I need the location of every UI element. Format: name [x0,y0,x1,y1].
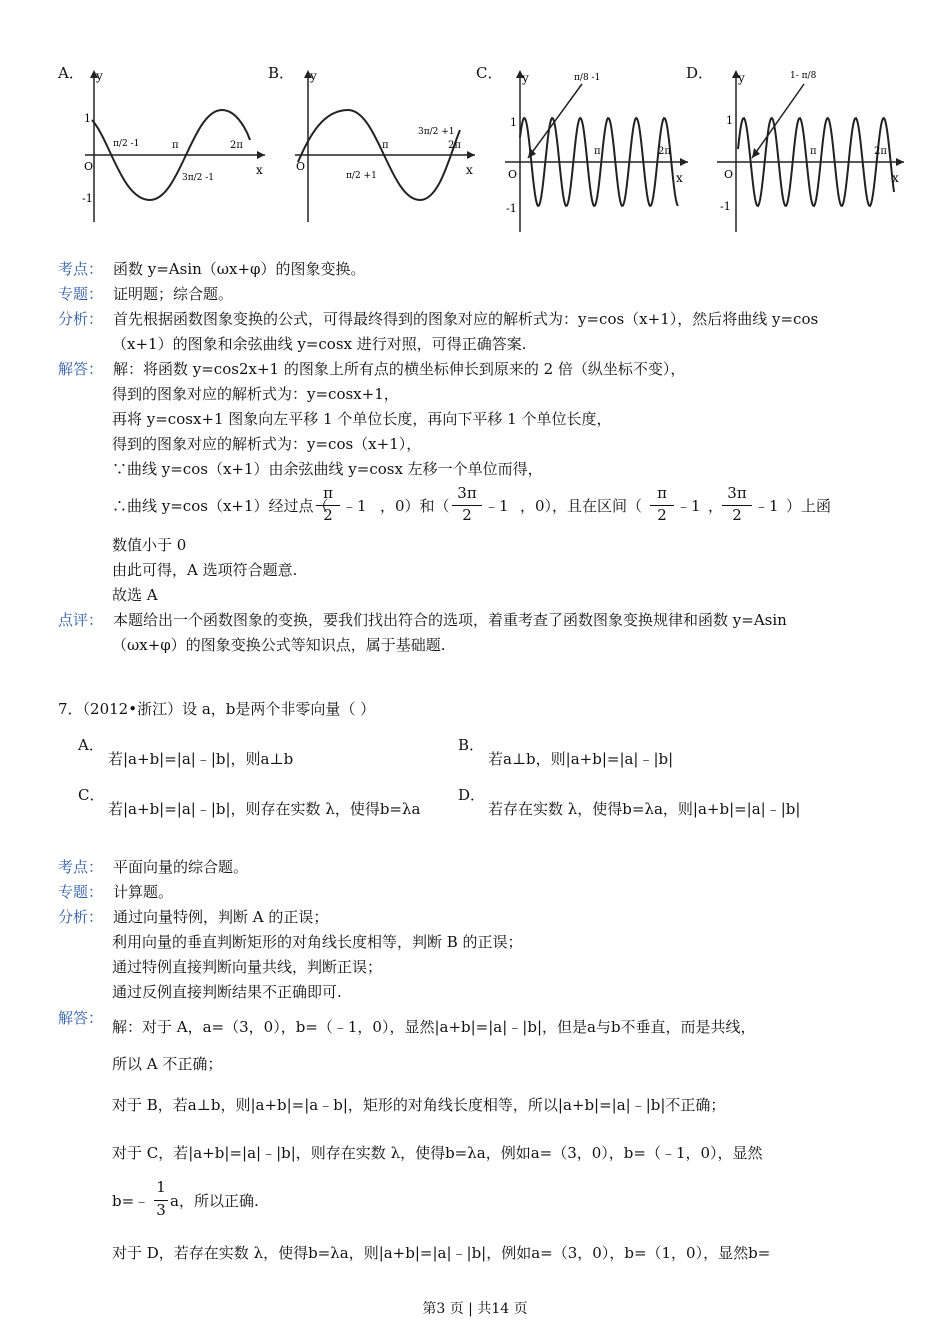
graph-label-d: D． [686,64,714,82]
q6-zhuanti-row [58,283,233,305]
frac-den-4: 2 [722,505,752,524]
q6-jieda-5: ∵曲线 y=cos（x+1）由余弦曲线 y=cosx 左移一个单位而得， [112,460,543,478]
q6-jieda-6e: ）上函 [786,497,832,515]
q6-jieda-3: 再将 y=cosx+1 图象向左平移 1 个单位长度，再向下平移 1 个单位长度， [112,410,612,428]
q7-choice-b: 若a⊥b，则|a+b|=|a|﹣|b| [488,750,674,768]
q7-kaodian-row [58,856,248,878]
frac-den-3: 2 [650,505,674,524]
q6-jieda-1: 解：将函数 y=cos2x+1 的图象上所有点的横坐标伸长到原来的 2 倍（纵坐标不变）， [113,360,686,378]
graph-label-b: B． [268,64,295,82]
graph-d-neg-one: -1 [720,200,731,213]
q7-choice-c: 若|a+b|=|a|﹣|b|，则存在实数 λ，使得b=λa [108,800,421,818]
q7-fenxi-4: 通过反例直接判断结果不正确即可. [112,983,342,1001]
graph-a-pi: π [172,140,179,151]
q6-dianping-row [58,609,787,631]
graph-b-origin: O [296,160,306,173]
q7-jieda-row [58,1007,113,1029]
graph-b-x-label: x [466,163,473,177]
graph-d-two-pi: 2π [874,146,887,157]
kaodian-label: 考点： [58,260,104,278]
q7-jieda-5 [112,1178,512,1224]
q7-frac-num: 1 [156,1178,166,1196]
q6-kaodian: 函数 y=Asin（ωx+φ）的图象变换。 [113,260,366,278]
q7-fenxi-1: 通过向量特例，判断 A 的正误； [113,908,329,926]
q6-jieda-8: 由此可得，A 选项符合题意. [112,561,298,579]
frac-minus-1: ﹣1 [342,497,367,515]
frac-3pi-num-1: 3π [457,484,477,502]
q7-jieda-5b: a，所以正确. [170,1192,259,1210]
graph-b-two-pi: 2π [448,140,461,151]
graph-b-mark2: 3π/2 +1 [418,127,455,137]
graph-d-pi: π [810,146,817,157]
q7-fenxi-row [58,906,328,928]
graph-c-x-label: x [676,171,683,185]
graph-c-origin: O [508,168,518,181]
q7-fenxi-3: 通过特例直接判断向量共线，判断正误； [112,958,383,976]
q6-dianping-2: （ωx+φ）的图象变换公式等知识点，属于基础题. [112,636,446,654]
frac-pi-num-2: π [657,484,667,502]
graph-a-two-pi: 2π [230,140,243,151]
graph-label-a: A． [58,64,84,82]
q6-jieda-4: 得到的图象对应的解析式为：y=cos（x+1）， [112,435,422,453]
page-footer: 第3 页 | 共14 页 [422,1301,528,1317]
graph-c-neg-one: -1 [506,202,517,215]
q7-choice-d: 若存在实数 λ，使得b=λa，则|a+b|=|a|﹣|b| [488,800,801,818]
graph-label-c: C． [476,64,503,82]
graph-c-y-label: y [522,71,529,85]
zhuanti-label: 专题： [58,285,104,303]
graph-a-one: 1 [84,112,91,125]
q7-jieda-label: 解答： [58,1009,104,1027]
dianping-label: 点评： [58,611,104,629]
q7-jieda-5a: b=﹣ [112,1192,150,1210]
graph-a-mark2: 3π/2 -1 [182,173,215,183]
q7-jieda-1: 解：对于 A，a=（3，0），b=（﹣1，0），显然|a+b|=|a|﹣|b|，但是a与b不垂直，而是共线， [112,1018,756,1036]
q6-jieda-6d: ， [708,497,724,515]
q7-frac-den: 3 [154,1200,168,1219]
q6-jieda-row [58,358,685,380]
graph-d-callout: 1- π/8 [790,71,817,81]
q7-choice-a: 若|a+b|=|a|﹣|b|，则a⊥b [108,750,294,768]
q7-fenxi-label: 分析： [58,908,104,926]
q7-jieda-3: 对于 B，若a⊥b，则|a+b|=|a﹣b|，矩形的对角线长度相等，所以|a+b|=|a|﹣|b|不正确； [112,1096,726,1114]
q6-kaodian-row [58,258,366,280]
q7-zhuanti-row [58,881,173,903]
jieda-label: 解答： [58,360,104,378]
graph-c-callout: π/8 -1 [574,73,601,83]
q7-choice-a-label: A． [78,736,104,754]
q7-jieda-6: 对于 D，若存在实数 λ，使得b=λa，则|a+b|=|a|﹣|b|，例如a=（3，0），b=（1，0），显然b= [112,1244,771,1262]
q6-zhuanti: 证明题；综合题。 [113,285,234,303]
q6-dianping-1: 本题给出一个函数图象的变换，要我们找出符合的选项，着重考查了函数图象变换规律和函数 y=Asin [113,611,787,629]
graph-d-y-label: y [738,71,745,85]
q6-jieda-9: 故选 A [112,586,158,604]
graph-a [80,62,270,232]
q7-stem: 7．（2012•浙江）设 a，b是两个非零向量（ ） [58,700,376,718]
frac-den-1: 2 [316,505,340,524]
graph-b [290,62,480,232]
q7-zhuanti: 计算题。 [113,883,174,901]
q7-choice-c-label: C． [78,786,105,804]
q7-jieda-2: 所以 A 不正确； [112,1055,223,1073]
graph-b-pi: π [382,140,389,151]
q6-fenxi-row [58,308,818,330]
q6-fenxi-1: 首先根据函数图象变换的公式，可得最终得到的图象对应的解析式为：y=cos（x+1），然后将曲线 y=cos [113,310,819,328]
graph-a-y-label: y [96,69,103,83]
frac-minus-4: ﹣1 [754,497,779,515]
q7-choice-d-label: D． [458,786,486,804]
q6-jieda-2: 得到的图象对应的解析式为：y=cosx+1， [112,385,399,403]
graph-b-mark1: π/2 +1 [346,171,377,181]
q6-jieda-6 [112,484,912,528]
q6-fenxi-2: （x+1）的图象和余弦曲线 y=cosx 进行对照，可得正确答案. [112,335,527,353]
q7-kaodian: 平面向量的综合题。 [113,858,249,876]
frac-3pi-num-2: 3π [727,484,747,502]
graph-d-one: 1 [726,114,733,127]
graph-c-two-pi: 2π [658,146,671,157]
graph-c [500,62,692,242]
graph-a-neg-one: -1 [82,192,93,205]
graph-a-x-label: x [256,163,263,177]
graph-d-origin: O [724,168,734,181]
q6-jieda-6a: ∴曲线 y=cos（x+1）经过点（ [112,497,329,515]
graph-b-y-label: y [310,69,317,83]
graph-d [712,62,908,242]
frac-pi-num-1: π [323,484,333,502]
q6-jieda-7: 数值小于 0 [112,536,187,554]
q7-kaodian-label: 考点： [58,858,104,876]
graph-c-one: 1 [510,116,517,129]
q7-choice-b-label: B． [458,736,485,754]
q6-jieda-6c: ，0），且在区间（ [520,497,643,515]
graph-a-mark1: π/2 -1 [113,139,140,149]
frac-minus-2: ﹣1 [484,497,509,515]
q7-fenxi-2: 利用向量的垂直判断矩形的对角线长度相等，判断 B 的正误； [112,933,523,951]
graph-d-x-label: x [892,171,899,185]
frac-den-2: 2 [452,505,482,524]
frac-minus-3: ﹣1 [676,497,701,515]
fenxi-label: 分析： [58,310,104,328]
graph-a-origin: O [84,160,94,173]
q7-zhuanti-label: 专题： [58,883,104,901]
q7-jieda-4: 对于 C，若|a+b|=|a|﹣|b|，则存在实数 λ，使得b=λa，例如a=（3，0），b=（﹣1，0），显然 [112,1144,763,1162]
q6-jieda-6b: ，0）和（ [380,497,450,515]
graph-c-pi: π [594,146,601,157]
